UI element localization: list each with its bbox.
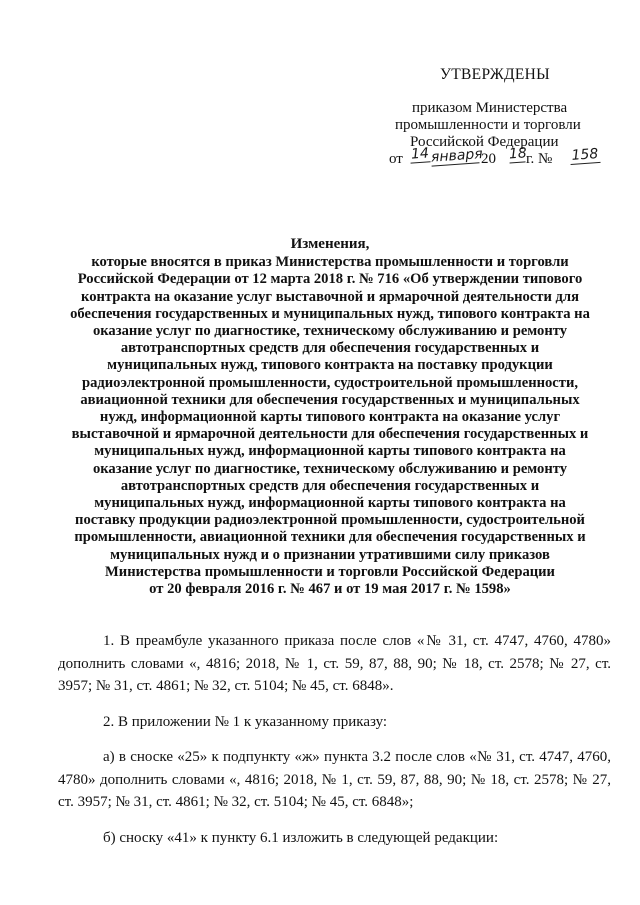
paragraph-2b: б) сноску «41» к пункту 6.1 изложить в следующей редакции: [103, 829, 499, 846]
title-line: муниципальных нужд, информационной карты типового контракта на [94, 443, 566, 460]
title-line: авиационной техники для обеспечения государственных и муниципальных [80, 391, 580, 408]
paragraph-1: 1. В преамбуле указанного приказа после слов «№ 31, ст. 4747, 4760, 4780» дополнить словами «, 4816; 2018, № 1, ст. 59, 87, 88, 90; № 18, ст. 2578; № 27, ст. 3957; № 31, ст. 4861; № 32, ст. 5104; № 45, ст. 6848». [58, 633, 611, 694]
title-line: выставочной и ярмарочной деятельности для обеспечения государственных и [71, 426, 589, 443]
title-line: автотранспортных средств для обеспечения государственных и [120, 340, 540, 357]
title-line: Министерства промышленности и торговли Российской Федерации [105, 563, 555, 580]
title-heading: Изменения, [290, 236, 370, 252]
title-line: нужд, информационной карты типового контракта на оказание услуг [99, 409, 561, 426]
date-year-prefix: 20 [481, 151, 496, 167]
date-month-handwritten: января [430, 146, 484, 166]
date-day-handwritten: 14 [410, 145, 430, 163]
title-line: оказание услуг по диагностике, техническому обслуживанию и ремонту [92, 323, 568, 340]
paragraph-2a: а) в сноске «25» к подпункту «ж» пункта 3.2 после слов «№ 31, ст. 4747, 4760, 4780» дополнить словами «, 4816; 2018, № 1, ст. 59, 87, 88, 90; № 18, ст. 2578; № 27, ст. 3957; № 31, ст. 4861; № 32, ст. 5104; № 45, ст. 6848»; [58, 749, 611, 810]
approval-order-line-1: приказом Министерства [412, 100, 568, 116]
title-line: от 20 февраля 2016 г. № 467 и от 19 мая 2017 г. № 1598» [149, 581, 511, 598]
date-year-suffix: г. № [526, 151, 553, 167]
title-line: автотранспортных средств для обеспечения государственных и [120, 477, 540, 494]
title-line: оказание услуг по диагностике, техническому обслуживанию и ремонту [92, 460, 568, 477]
date-number-handwritten: 158 [571, 146, 599, 164]
title-line: промышленности, авиационной техники для обеспечения государственных и [74, 529, 586, 546]
title-line: муниципальных нужд и о признании утратившими силу приказов [110, 546, 550, 563]
approval-order-line-3: Российской Федерации [410, 134, 559, 150]
title-line: поставку продукции радиоэлектронной промышленности, судостроительной [75, 512, 585, 529]
date-year-handwritten: 18 [508, 145, 528, 163]
document-title [50, 236, 610, 598]
paragraph-2: 2. В приложении № 1 к указанному приказу: [103, 713, 388, 730]
title-line: муниципальных нужд, информационной карты типового контракта на [94, 495, 566, 512]
title-line: Российской Федерации от 12 марта 2018 г. № 716 «Об утверждении типового [77, 271, 583, 288]
title-line: муниципальных нужд, типового контракта на поставку продукции [107, 357, 553, 374]
date-prefix: от [389, 151, 403, 167]
approval-order-line-2: промышленности и торговли [395, 117, 581, 133]
title-line: обеспечения государственных и муниципальных нужд, типового контракта на [70, 305, 590, 322]
title-line: радиоэлектронной промышленности, судостроительной промышленности, [81, 374, 579, 391]
title-line: которые вносятся в приказ Министерства промышленности и торговли [91, 254, 569, 271]
approval-heading: УТВЕРЖДЕНЫ [440, 66, 550, 83]
approval-date-line [389, 146, 599, 168]
document-body [58, 630, 611, 862]
title-line: контракта на оказание услуг выставочной и ярмарочной деятельности для [81, 288, 579, 305]
